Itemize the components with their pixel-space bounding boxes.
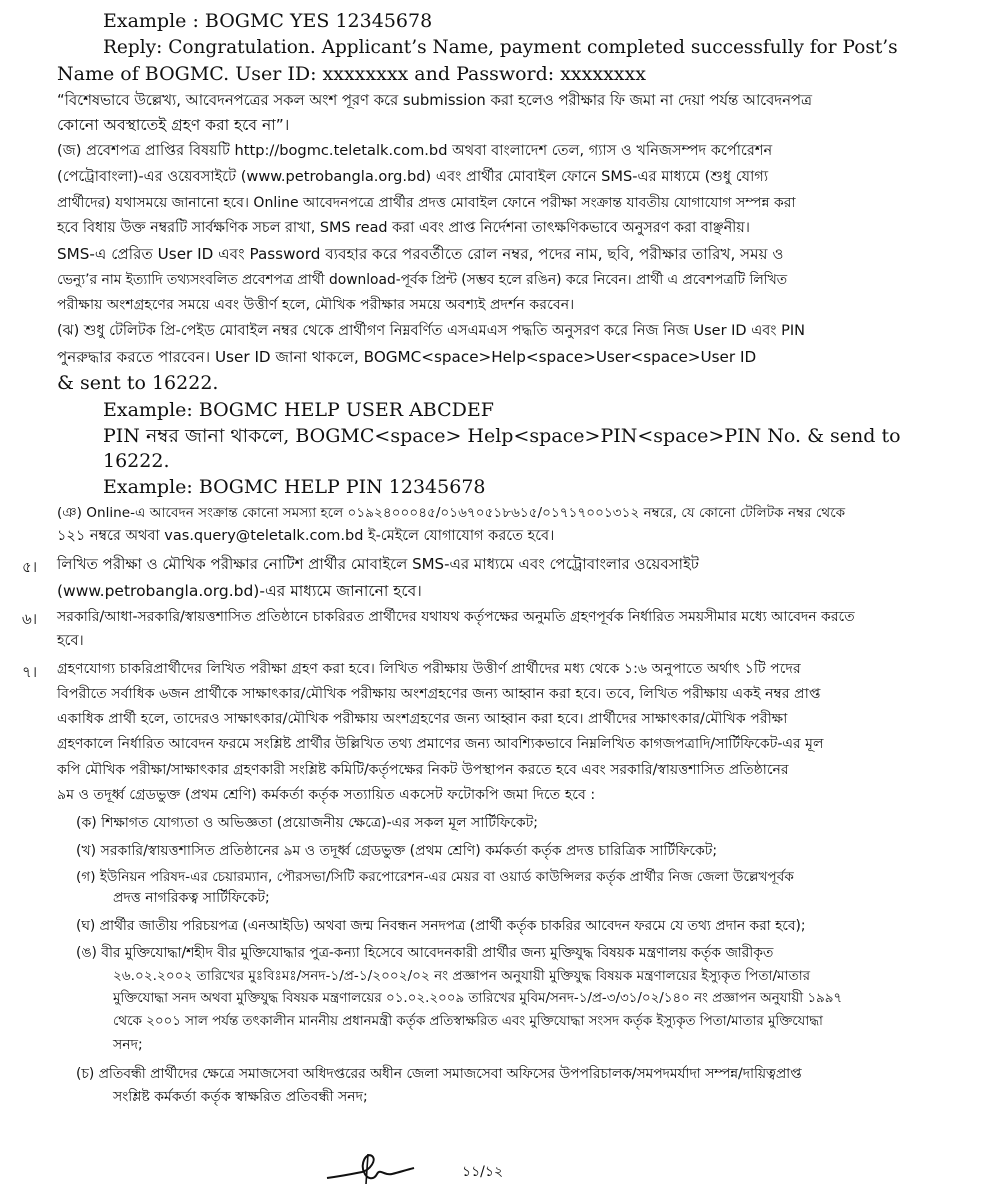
note-line-2: কোনো অবস্থাতেই গ্রহণ করা হবে না”। <box>57 116 290 134</box>
item-cha-line-2: সংশ্লিষ্ট কর্মকর্তা কর্তৃক স্বাক্ষরিত প্রতিবন্ধী সনদ; <box>113 1089 368 1105</box>
para-jha-line-3: & sent to 16222. <box>57 372 219 394</box>
para-ja-line-5: SMS-এ প্রেরিত User ID এবং Password ব্যবহার করে পরবর্তীতে রোল নম্বর, পদের নাম, ছবি, পরীক্ষার তারিখ, সময় ও <box>57 245 784 263</box>
signature-mark <box>322 1150 417 1186</box>
item-uma-line-1: (ঙ) বীর মুক্তিযোদ্ধা/শহীদ বীর মুক্তিযোদ্ধার পুত্র-কন্যা হিসেবে আবেদনকারী প্রার্থীর জন্য মুক্তিযুদ্ধ বিষয়ক মন্ত্রণালয় কর্তৃক জারীকৃত <box>76 945 774 961</box>
item-gha: (ঘ) প্রার্থীর জাতীয় পরিচয়পত্র (এনআইডি) অথবা জন্ম নিবন্ধন সনদপত্র (প্রার্থী কর্তৃক চাকরির আবেদন ফরমে যে তথ্য প্রদান করা হবে); <box>76 918 806 934</box>
item-uma-line-4: থেকে ২০০১ সাল পর্যন্ত তৎকালীন মাননীয় প্রধানমন্ত্রী কর্তৃক প্রতিস্বাক্ষরিত এবং মুক্তিযোদ্ধা সংসদ কর্তৃক ইস্যুকৃত পিতা/মাতার মুক্তিযোদ্ধা <box>113 1014 823 1029</box>
item-ga-line-1: (গ) ইউনিয়ন পরিষদ-এর চেয়ারম্যান, পৌরসভা/সিটি করপোরেশন-এর মেয়র বা ওয়ার্ড কাউন্সিলর কর্তৃক প্রার্থীর নিজ জেলা উল্লেখপূর্বক <box>76 869 794 885</box>
section-7-line-6: ৯ম ও তদূর্ধ্ব গ্রেডভুক্ত (প্রথম শ্রেণি) কর্মকর্তা কর্তৃক সত্যায়িত একসেট ফটোকপি জমা দিতে হবে : <box>57 787 596 803</box>
item-kha: (খ) সরকারি/স্বায়ত্তশাসিত প্রতিষ্ঠানের ৯ম ও তদূর্ধ্ব গ্রেডভুক্ত (প্রথম শ্রেণি) কর্মকর্তা কর্তৃক প্রদত্ত চারিত্রিক সার্টিফিকেট; <box>76 843 718 859</box>
section-5-line-1: লিখিত পরীক্ষা ও মৌখিক পরীক্ষার নোটিশ প্রার্থীর মোবাইলে SMS-এর মাধ্যমে এবং পেট্রোবাংলার ওয়েবসাইট <box>57 555 699 573</box>
item-uma-line-3: মুক্তিযোদ্ধা সনদ অথবা মুক্তিযুদ্ধ বিষয়ক মন্ত্রণালয়ের ০১.০২.২০০৯ তারিখের মুবিম/সনদ-১/প্র-৩/৩১/০২/১৪০ নং প্রজ্ঞাপন অনুযায়ী ১৯৯৭ <box>113 991 843 1006</box>
section-6-line-2: হবে। <box>57 633 84 649</box>
section-number-5: ৫। <box>22 558 38 576</box>
item-ka: (ক) শিক্ষাগত যোগ্যতা ও অভিজ্ঞতা (প্রয়োজনীয় ক্ষেত্রে)-এর সকল মূল সার্টিফিকেট; <box>76 815 538 831</box>
section-number-6: ৬। <box>22 610 38 628</box>
section-7-line-1: গ্রহণযোগ্য চাকরিপ্রার্থীদের লিখিত পরীক্ষা গ্রহণ করা হবে। লিখিত পরীক্ষায় উত্তীর্ণ প্রার্থীদের মধ্য থেকে ১:৬ অনুপাতে অর্থাৎ ১টি পদের <box>57 661 801 677</box>
item-uma-line-2: ২৬.০২.২০০২ তারিখের মুঃবিঃমঃ/সনদ-১/প্র-১/২০০২/০২ নং প্রজ্ঞাপন অনুযায়ী মুক্তিযুদ্ধ বিষয়ক মন্ত্রণালয়ের ইস্যুকৃত পিতা/মাতার <box>113 968 811 984</box>
pin-line: PIN নম্বর জানা থাকলে, BOGMC<space> Help<space>PIN<space>PIN No. & send to <box>103 425 901 447</box>
para-ja-line-7: পরীক্ষায় অংশগ্রহণের সময়ে এবং উত্তীর্ণ হলে, মৌখিক পরীক্ষার সময়ে অবশ্যই প্রদর্শন করবেন। <box>57 297 575 313</box>
section-5-line-2: (www.petrobangla.org.bd)-এর মাধ্যমে জানানো হবে। <box>57 582 422 600</box>
para-ja-line-6: ভেন্যু’র নাম ইত্যাদি তথ্যসংবলিত প্রবেশপত্র প্রার্থী download-পূর্বক প্রিন্ট (সম্ভব হলে রঙিন) করে নিবেন। প্রার্থী এ প্রবেশপত্রটি লিখিত <box>57 272 788 288</box>
note-line-1: “বিশেষভাবে উল্লেখ্য, আবেদনপত্রের সকল অংশ পূরণ করে submission করা হলেও পরীক্ষার ফি জমা না দেয়া পর্যন্ত আবেদনপত্র <box>57 92 812 109</box>
para-nya-line-1: (ঞ) Online-এ আবেদন সংক্রান্ত কোনো সমস্যা হলে ০১৯২৪০০০৪৫/০১৬৭০৫১৮৬১৫/০১৭১৭০০১৩১২ নম্বরে, যে কোনো টেলিটক নম্বর থেকে <box>57 505 846 521</box>
pin-line-cont: 16222. <box>103 450 170 472</box>
section-7-line-5: কপি মৌখিক পরীক্ষা/সাক্ষাৎকার গ্রহণকারী সংশ্লিষ্ট কমিটি/কর্তৃপক্ষের নিকট উপস্থাপন করতে হবে এবং সরকারি/স্বায়ত্তশাসিত প্রতিষ্ঠানের <box>57 762 789 778</box>
para-ja-line-1: (জ) প্রবেশপত্র প্রাপ্তির বিষয়টি http://bogmc.teletalk.com.bd অথবা বাংলাদেশ তেল, গ্যাস ও খনিজসম্পদ কর্পোরেশন <box>57 142 773 159</box>
reply-line: Reply: Congratulation. Applicant’s Name, payment completed successfully for Post’s <box>103 37 898 58</box>
para-jha-line-2: পুনরুদ্ধার করতে পারবেন। User ID জানা থাকলে, BOGMC<space>Help<space>User<space>User ID <box>57 348 757 366</box>
para-ja-line-4: হবে বিধায় উক্ত নম্বরটি সার্বক্ষণিক সচল রাখা, SMS read করা এবং প্রাপ্ত নির্দেশনা তাৎক্ষণিকভাবে অনুসরণ করা বাঞ্ছনীয়। <box>57 220 750 236</box>
para-ja-line-3: প্রার্থীদের) যথাসময়ে জানানো হবে। Online আবেদনপত্রে প্রার্থীর প্রদত্ত মোবাইল ফোনে পরীক্ষা সংক্রান্ত যাবতীয় যোগাযোগ সম্পন্ন করা <box>57 195 796 211</box>
section-6-line-1: সরকারি/আধা-সরকারি/স্বায়ত্তশাসিত প্রতিষ্ঠানে চাকরিরত প্রার্থীদের যথাযথ কর্তৃপক্ষের অনুমতি গ্রহণপূর্বক নির্ধারিত সময়সীমার মধ্যে আবেদন করতে <box>57 609 855 625</box>
reply-line-cont: Name of BOGMC. User ID: xxxxxxxx and Password: xxxxxxxx <box>57 63 646 85</box>
example-help-pin: Example: BOGMC HELP PIN 12345678 <box>103 476 486 498</box>
para-ja-line-2: (পেট্রোবাংলা)-এর ওয়েবসাইটে (www.petrobangla.org.bd) এবং প্রার্থীর মোবাইল ফোনে SMS-এর মাধ্যমে (শুধু যোগ্য <box>57 168 769 185</box>
item-uma-line-5: সনদ; <box>113 1037 143 1053</box>
item-cha-line-1: (চ) প্রতিবন্ধী প্রার্থীদের ক্ষেত্রে সমাজসেবা অধিদপ্তরের অধীন জেলা সমাজসেবা অফিসের উপপরিচালক/সমপদমর্যাদা সম্পন্ন/দায়িত্বপ্রাপ্ত <box>76 1066 802 1082</box>
para-nya-line-2: ১২১ নম্বরে অথবা vas.query@teletalk.com.bd ই-মেইলে যোগাযোগ করতে হবে। <box>57 528 555 544</box>
section-7-line-4: গ্রহণকালে নির্ধারিত আবেদন ফরমে সংশ্লিষ্ট প্রার্থীর উল্লিখিত তথ্য প্রমাণের জন্য আবশ্যিকভাবে নিম্নলিখিত কাগজপত্রাদি/সার্টিফিকেট-এর মূল <box>57 736 824 752</box>
item-ga-line-2: প্রদত্ত নাগরিকত্ব সার্টিফিকেট; <box>113 890 270 906</box>
example-yes-line: Example : BOGMC YES 12345678 <box>103 10 433 32</box>
section-7-line-3: একাধিক প্রার্থী হলে, তাদেরও সাক্ষাৎকার/মৌখিক পরীক্ষায় অংশগ্রহণের জন্য আহ্বান করা হবে। প্রার্থীদের সাক্ষাৎকার/মৌখিক পরীক্ষা <box>57 711 788 727</box>
section-7-line-2: বিপরীতে সর্বাধিক ৬জন প্রার্থীকে সাক্ষাৎকার/মৌখিক পরীক্ষায় অংশগ্রহণের জন্য আহ্বান করা হবে। তবে, লিখিত পরীক্ষায় একই নম্বর প্রাপ্ত <box>57 686 821 702</box>
section-number-7: ৭। <box>22 663 38 681</box>
example-help-user: Example: BOGMC HELP USER ABCDEF <box>103 399 494 421</box>
page-number: ১১/১২ <box>462 1164 504 1180</box>
para-jha-line-1: (ঝ) শুধু টেলিটক প্রি-পেইড মোবাইল নম্বর থেকে প্রার্থীগণ নিম্নবর্ণিত এসএমএস পদ্ধতি অনুসরণ করে নিজ নিজ User ID এবং PIN <box>57 323 806 339</box>
